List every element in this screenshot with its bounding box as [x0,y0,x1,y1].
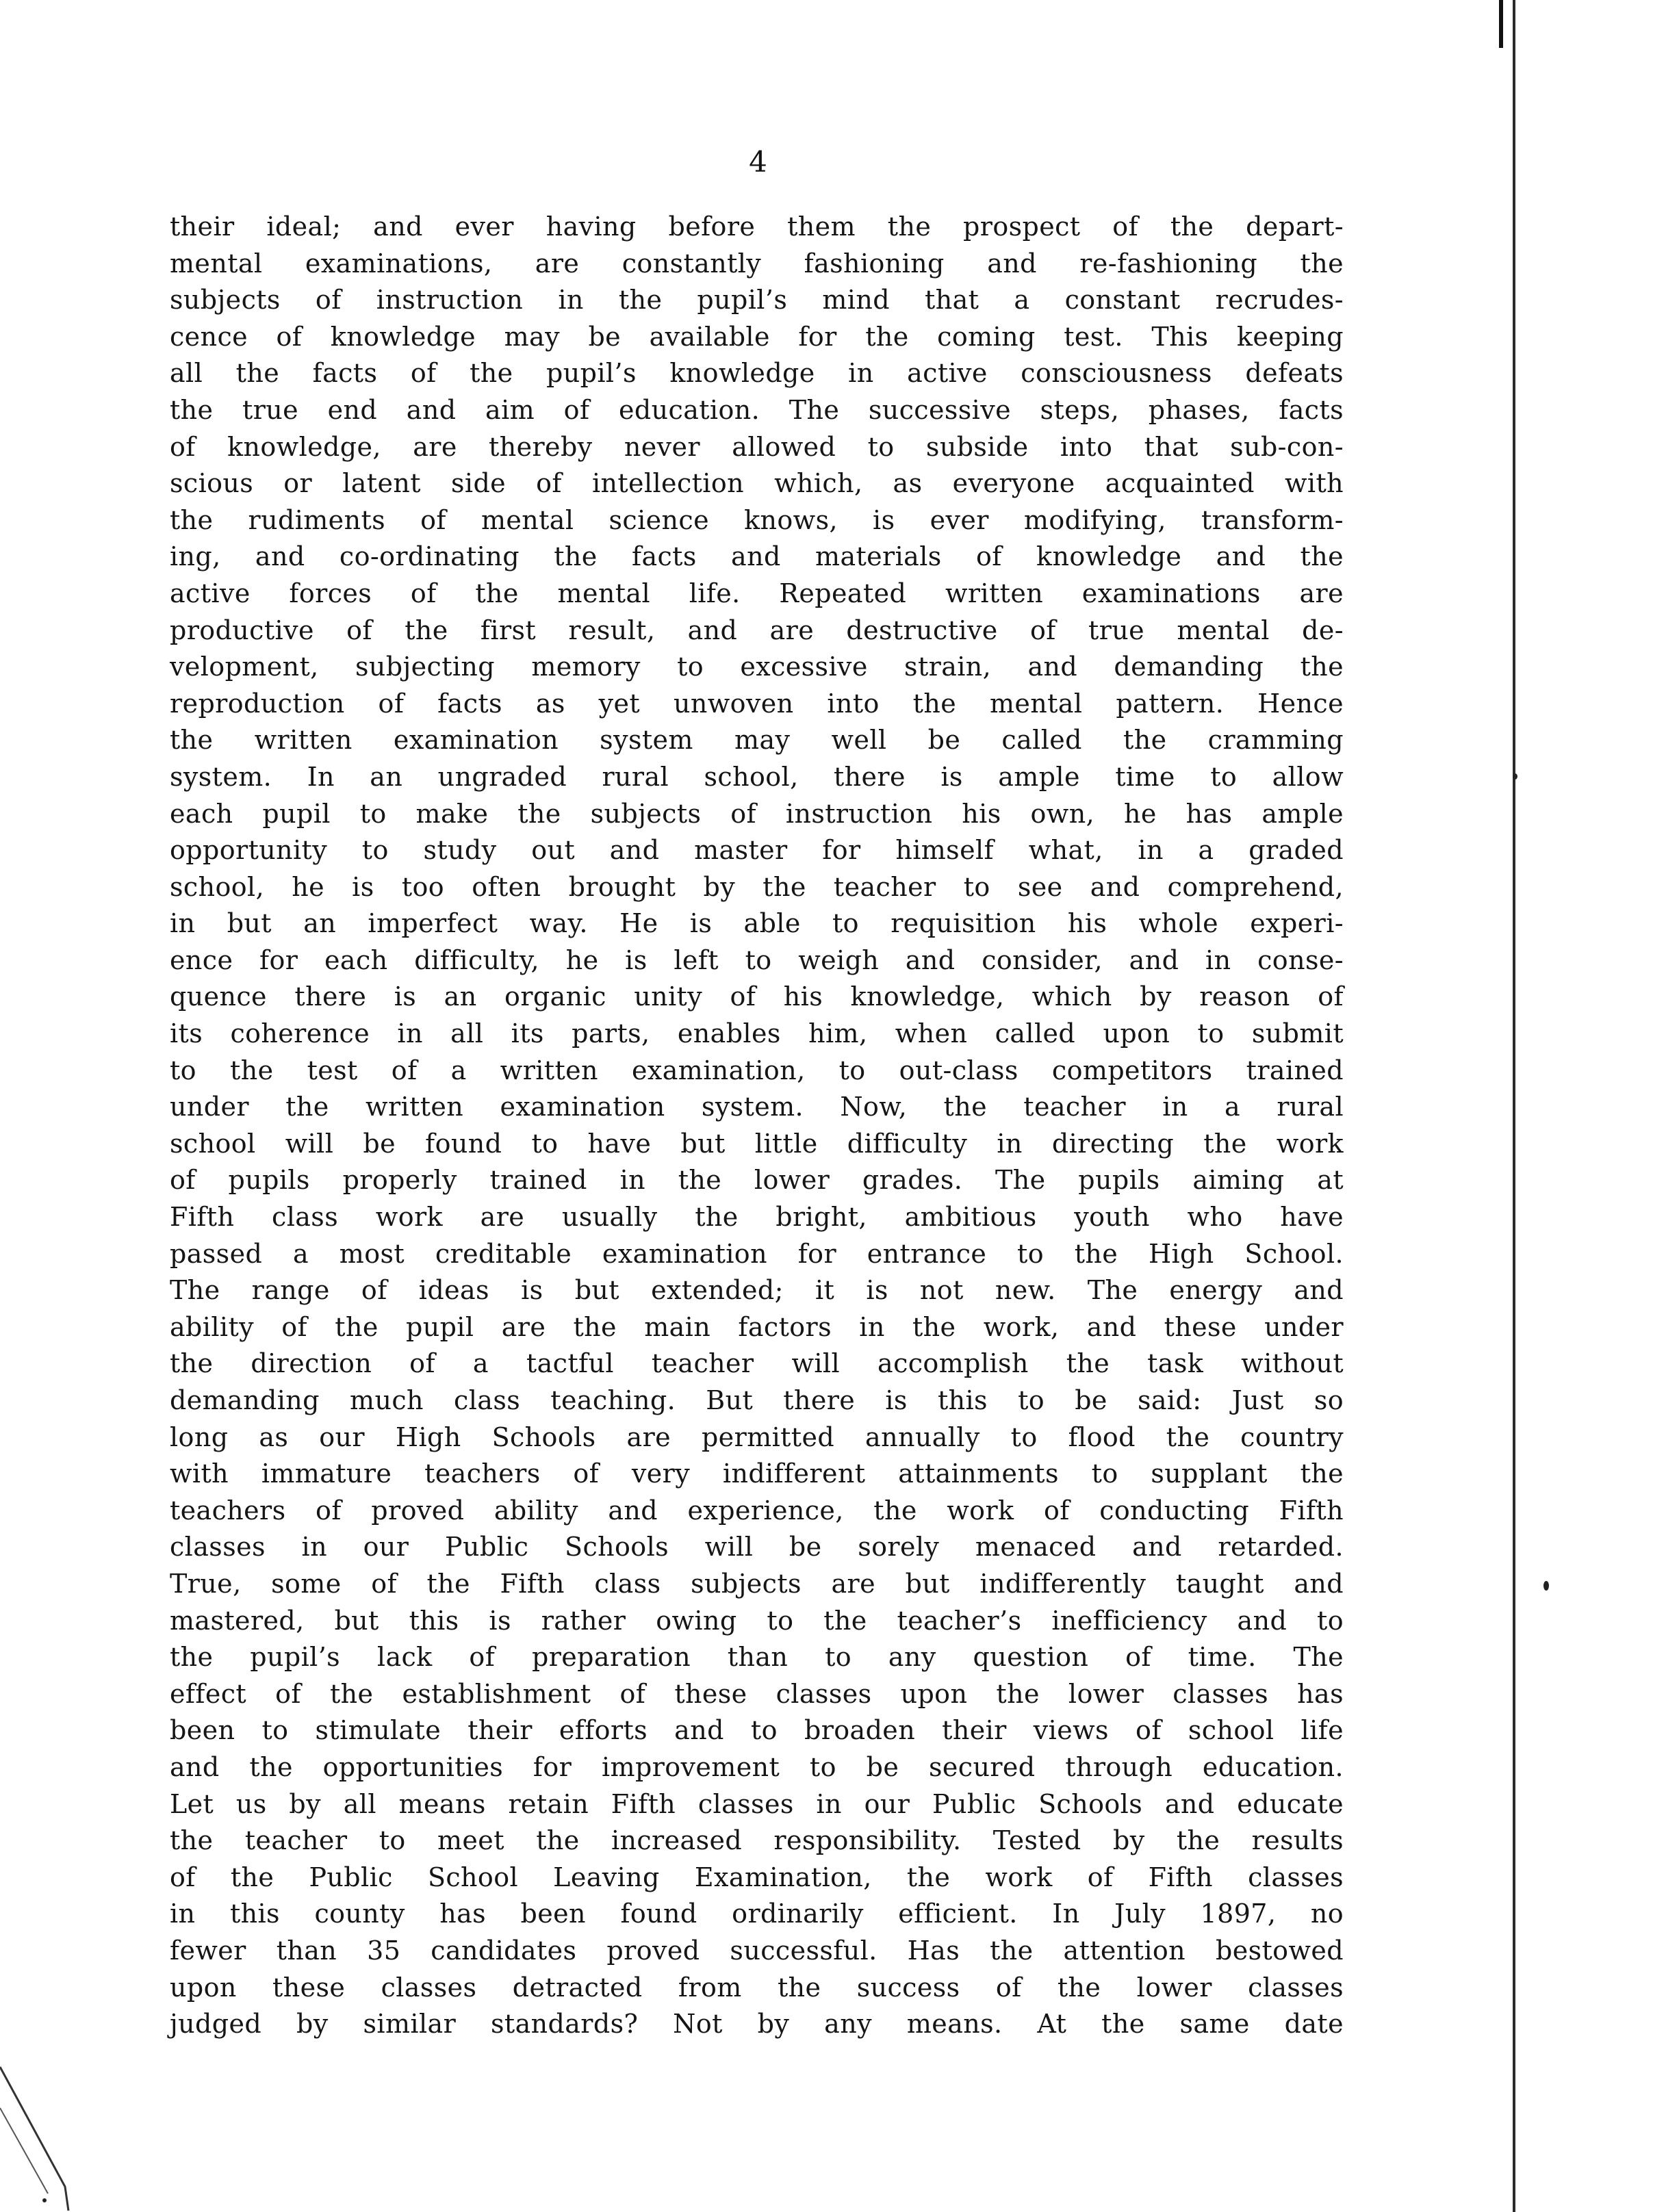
margin-speck [42,2198,47,2202]
text-line: fewer than 35 candidates proved successful. Has the attention bestowed [170,1935,1344,1966]
text-line: productive of the first result, and are destructive of true mental de- [170,615,1344,645]
text-line: system. In an ungraded rural school, there is ample time to allow [170,761,1344,792]
text-line: passed a most creditable examination for entrance to the High School. [170,1238,1344,1269]
text-line: the rudiments of mental science knows, is ever modifying, transform- [170,504,1344,535]
text-line: with immature teachers of very indifferent attainments to supplant the [170,1458,1344,1489]
page-number: 4 [749,145,767,179]
text-line: judged by similar standards? Not by any means. At the same date [170,2009,1344,2040]
text-line: the pupil’s lack of preparation than to any question of time. The [170,1642,1344,1673]
text-line: and the opportunities for improvement to be secured through education. [170,1751,1344,1782]
text-line: its coherence in all its parts, enables him, when called upon to submit [170,1018,1344,1049]
text-line: in this county has been found ordinarily efficient. In July 1897, no [170,1899,1344,1929]
text-line: velopment, subjecting memory to excessive strain, and demanding the [170,652,1344,682]
text-line: school, he is too often brought by the teacher to see and comprehend, [170,871,1344,902]
text-line: upon these classes detracted from the success of the lower classes [170,1972,1344,2003]
adjacent-page-edge [1513,0,1653,2212]
text-line: active forces of the mental life. Repeated written examinations are [170,578,1344,608]
text-line: scious or latent side of intellection which, as everyone acquainted with [170,468,1344,499]
text-line: cence of knowledge may be available for the coming test. This keeping [170,321,1344,352]
text-line: True, some of the Fifth class subjects are but indifferently taught and [170,1568,1344,1599]
text-line: mastered, but this is rather owing to the teacher’s inefficiency and to [170,1605,1344,1636]
text-line: The range of ideas is but extended; it is not new. The energy and [170,1275,1344,1306]
text-line: ability of the pupil are the main factors in the work, and these under [170,1311,1344,1342]
text-line: of knowledge, are thereby never allowed to subside into that sub-con- [170,431,1344,462]
text-line: been to stimulate their efforts and to broaden their views of school life [170,1715,1344,1746]
text-line: teachers of proved ability and experience, the work of conducting Fifth [170,1495,1344,1526]
text-line: effect of the establishment of these classes upon the lower classes has [170,1678,1344,1709]
text-line: the true end and aim of education. The successive steps, phases, facts [170,394,1344,425]
text-line: opportunity to study out and master for himself what, in a graded [170,835,1344,866]
text-line: their ideal; and ever having before them the prospect of the depart- [170,211,1344,242]
text-line: subjects of instruction in the pupil’s mind that a constant recrudes- [170,285,1344,316]
text-line: demanding much class teaching. But there is this to be said: Just so [170,1385,1344,1415]
text-line: all the facts of the pupil’s knowledge in active consciousness defeats [170,358,1344,389]
page-corner-fold [0,2046,75,2212]
text-line: ing, and co-ordinating the facts and materials of knowledge and the [170,541,1344,572]
text-line: in but an imperfect way. He is able to requisition his whole experi- [170,908,1344,939]
text-line: under the written examination system. Now, the teacher in a rural [170,1092,1344,1122]
text-line: the direction of a tactful teacher will accomplish the task without [170,1348,1344,1379]
text-line: school will be found to have but little difficulty in directing the work [170,1128,1344,1159]
text-line: each pupil to make the subjects of instruction his own, he has ample [170,798,1344,829]
text-line: the teacher to meet the increased responsibility. Tested by the results [170,1825,1344,1856]
body-text [170,209,1344,2043]
text-line: long as our High Schools are permitted annually to flood the country [170,1422,1344,1452]
text-line: to the test of a written examination, to out-class competitors trained [170,1055,1344,1085]
text-line: reproduction of facts as yet unwoven into the mental pattern. Hence [170,688,1344,719]
text-line: of pupils properly trained in the lower grades. The pupils aiming at [170,1165,1344,1196]
binding-edge-mark [1499,0,1503,48]
text-line: classes in our Public Schools will be sorely menaced and retarded. [170,1532,1344,1562]
text-line: of the Public School Leaving Examination, the work of Fifth classes [170,1862,1344,1892]
text-line: Let us by all means retain Fifth classes in our Public Schools and educate [170,1788,1344,1819]
text-line: Fifth class work are usually the bright, ambitious youth who have [170,1202,1344,1233]
margin-speck [1543,1581,1549,1591]
text-line: quence there is an organic unity of his knowledge, which by reason of [170,981,1344,1012]
text-line: mental examinations, are constantly fashioning and re-fashioning the [170,248,1344,279]
text-line: ence for each difficulty, he is left to weigh and consider, and in conse- [170,944,1344,975]
text-line: the written examination system may well be called the cramming [170,725,1344,756]
margin-speck [1513,773,1517,780]
